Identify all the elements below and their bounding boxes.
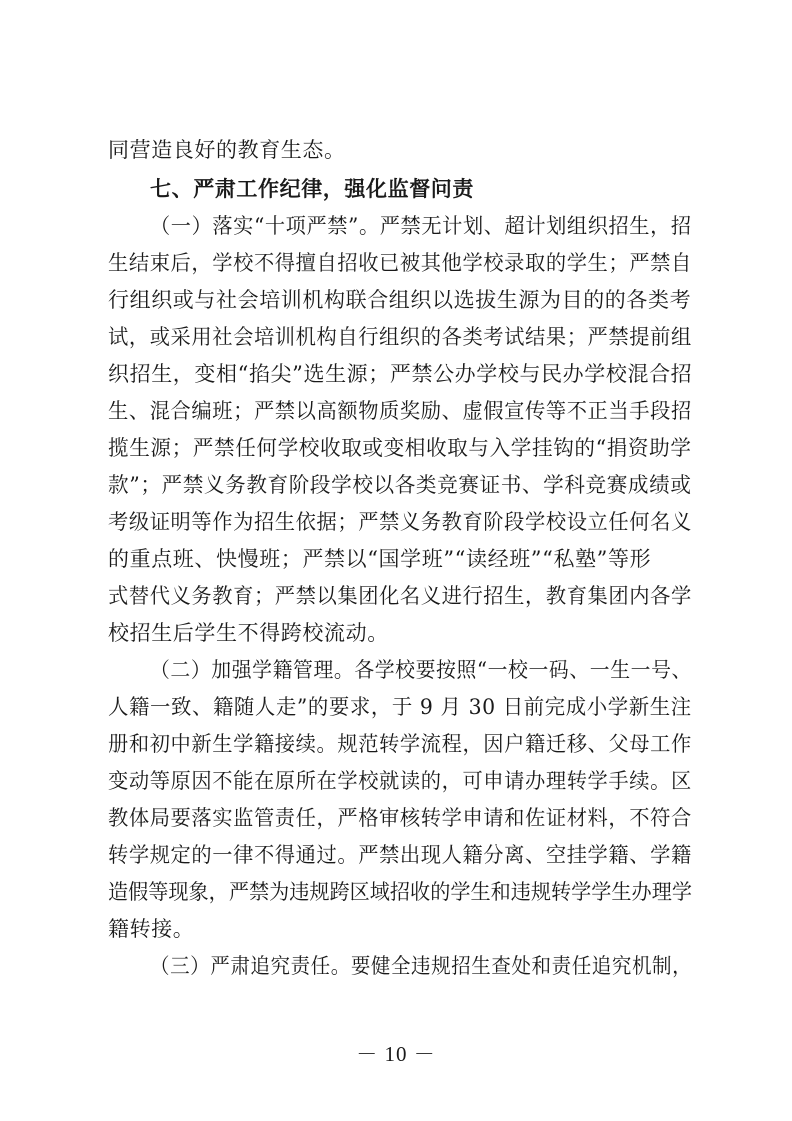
paragraph-line: 转学规定的一律不得通过。严禁出现人籍分离、空挂学籍、学籍 [108, 843, 692, 867]
paragraph-line: （三）严肃追究责任。要健全违规招生查处和责任追究机制， [150, 954, 693, 978]
paragraph-line: 籍转接。 [108, 917, 195, 941]
paragraph-line: 校招生后学生不得跨校流动。 [108, 621, 389, 645]
section-heading: 七、严肃工作纪律，强化监督问责 [150, 177, 474, 201]
paragraph-line: 款”；严禁义务教育阶段学校以各类竞赛证书、学科竞赛成绩或 [108, 473, 692, 497]
paragraph-line: 造假等现象，严禁为违规跨区域招收的学生和违规转学学生办理学 [108, 880, 692, 904]
paragraph-line: 人籍一致、籍随人走”的要求，于 9 月 30 日前完成小学新生注 [108, 695, 692, 719]
paragraph-line: 试，或采用社会培训机构自行组织的各类考试结果；严禁提前组 [108, 325, 692, 349]
paragraph-line: 教体局要落实监管责任，严格审核转学申请和佐证材料，不符合 [108, 806, 692, 830]
paragraph-line: 考级证明等作为招生依据；严禁义务教育阶段学校设立任何名义 [108, 510, 692, 534]
paragraph-line: 同营造良好的教育生态。 [108, 138, 346, 162]
paragraph-line: 册和初中新生学籍接续。规范转学流程，因户籍迁移、父母工作 [108, 732, 692, 756]
paragraph-line: 式替代义务教育；严禁以集团化名义进行招生，教育集团内各学 [108, 584, 692, 608]
paragraph-line: （一）落实“十项严禁”。严禁无计划、超计划组织招生，招 [150, 214, 692, 238]
page-number: － 10 － [356, 1042, 436, 1066]
paragraph-line: 的重点班、快慢班；严禁以“国学班”“读经班”“私塾”等形 [108, 547, 652, 571]
paragraph-line: 变动等原因不能在原所在学校就读的，可申请办理转学手续。区 [108, 769, 692, 793]
paragraph-line: 行组织或与社会培训机构联合组织以选拔生源为目的的各类考 [108, 288, 692, 312]
paragraph-line: 织招生，变相“掐尖”选生源；严禁公办学校与民办学校混合招 [108, 362, 693, 386]
paragraph-line: 生结束后，学校不得擅自招收已被其他学校录取的学生；严禁自 [108, 251, 692, 275]
paragraph-line: 揽生源；严禁任何学校收取或变相收取与入学挂钩的“捐资助学 [108, 436, 692, 460]
paragraph-line: 生、混合编班；严禁以高额物质奖励、虚假宣传等不正当手段招 [108, 399, 692, 423]
paragraph-line: （二）加强学籍管理。各学校要按照“一校一码、一生一号、 [150, 658, 692, 682]
